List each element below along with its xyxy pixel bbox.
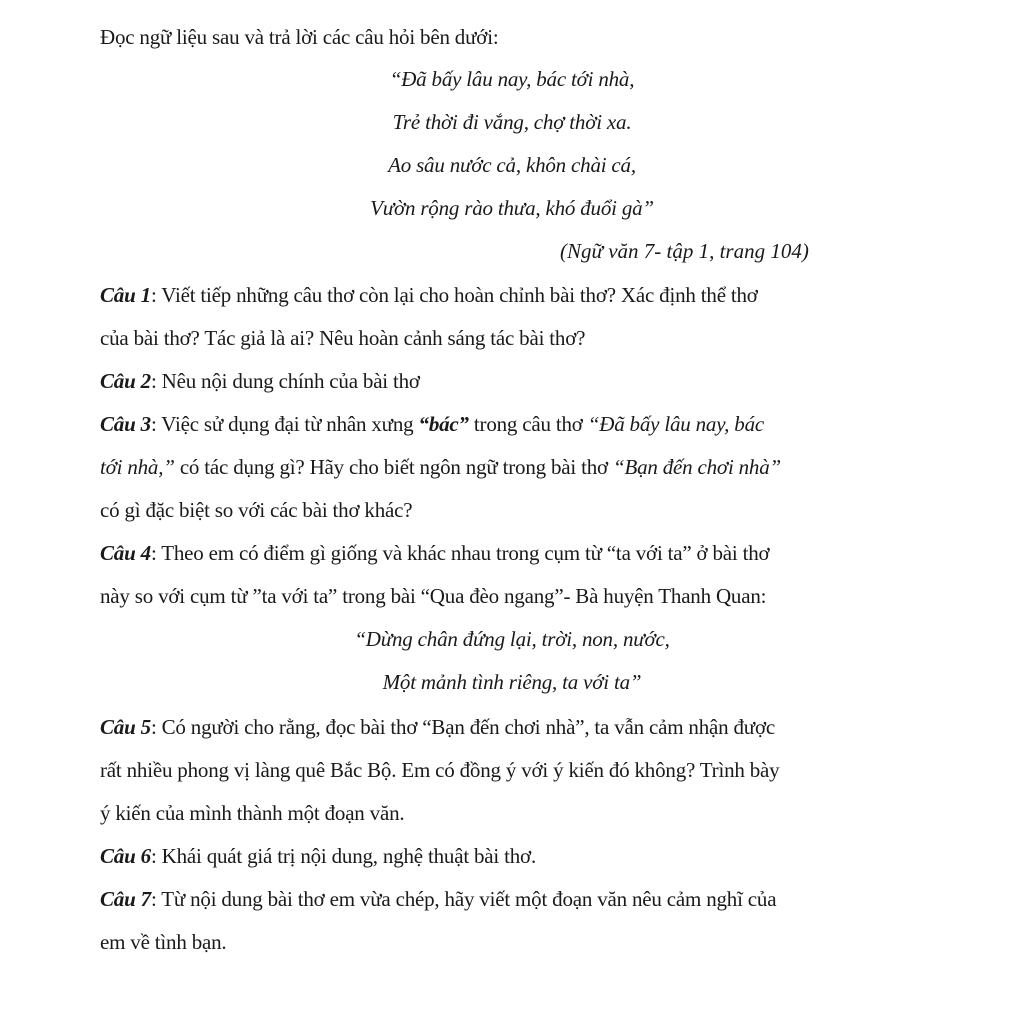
question-text: có tác dụng gì? Hãy cho biết ngôn ngữ trong bài thơ — [174, 455, 613, 479]
verse-line: Một mảnh tình riêng, ta với ta” — [382, 670, 642, 694]
poem-citation: (Ngữ văn 7- tập 1, trang 104) — [560, 239, 809, 263]
question-text: : Khái quát giá trị nội dung, nghệ thuật bài thơ. — [150, 844, 537, 868]
question-text: : Từ nội dung bài thơ em vừa chép, hãy viết một đoạn văn nêu cảm nghĩ của — [150, 887, 777, 911]
question-label: Câu 7 — [100, 887, 151, 911]
question-label: Câu 1 — [100, 283, 151, 307]
poem-quote: tới nhà,” — [100, 455, 175, 479]
question-7-line: em về tình bạn. — [100, 930, 227, 954]
question-text: : Viết tiếp những câu thơ còn lại cho hoàn chỉnh bài thơ? Xác định thể thơ — [150, 283, 758, 307]
question-6-line — [100, 841, 945, 871]
intro-text: Đọc ngữ liệu sau và trả lời các câu hỏi bên dưới: — [100, 25, 499, 49]
verse-line: “Dừng chân đứng lại, trời, non, nước, — [354, 627, 670, 651]
emphasis-bac: “bác” — [418, 412, 469, 436]
question-label: Câu 6 — [100, 844, 151, 868]
question-3-line — [100, 409, 945, 439]
question-text: trong câu thơ — [468, 412, 588, 436]
poem-title-quote: “Bạn đến chơi nhà” — [612, 455, 782, 479]
question-7-line — [100, 884, 945, 914]
poem-line: Ao sâu nước cả, khôn chài cá, — [388, 153, 636, 177]
question-text: : Có người cho rằng, đọc bài thơ “Bạn đến chơi nhà”, ta vẫn cảm nhận được — [150, 715, 776, 739]
question-3-line: có gì đặc biệt so với các bài thơ khác? — [100, 498, 413, 522]
question-label: Câu 2 — [100, 369, 151, 393]
question-text: : Theo em có điểm gì giống và khác nhau trong cụm từ “ta với ta” ở bài thơ — [150, 541, 770, 565]
question-5-line: rất nhiều phong vị làng quê Bắc Bộ. Em có đồng ý với ý kiến đó không? Trình bày — [100, 758, 780, 782]
question-label: Câu 4 — [100, 541, 151, 565]
poem-line: Trẻ thời đi vắng, chợ thời xa. — [392, 110, 632, 134]
question-1-line — [100, 280, 945, 310]
question-text: : Việc sử dụng đại từ nhân xưng — [150, 412, 419, 436]
question-2-line — [100, 366, 945, 396]
question-1-line: của bài thơ? Tác giả là ai? Nêu hoàn cảnh sáng tác bài thơ? — [100, 326, 586, 350]
poem-quote: “Đã bấy lâu nay, bác — [587, 412, 764, 436]
question-label: Câu 3 — [100, 412, 151, 436]
question-text: : Nêu nội dung chính của bài thơ — [150, 369, 420, 393]
question-3-line — [100, 452, 945, 482]
question-5-line — [100, 712, 945, 742]
question-4-line: này so với cụm từ ”ta với ta” trong bài “Qua đèo ngang”- Bà huyện Thanh Quan: — [100, 584, 767, 608]
question-4-line — [100, 538, 945, 568]
question-label: Câu 5 — [100, 715, 151, 739]
question-5-line: ý kiến của mình thành một đoạn văn. — [100, 801, 405, 825]
poem-line: “Đã bấy lâu nay, bác tới nhà, — [389, 67, 635, 91]
poem-line: Vườn rộng rào thưa, khó đuổi gà” — [370, 196, 654, 220]
